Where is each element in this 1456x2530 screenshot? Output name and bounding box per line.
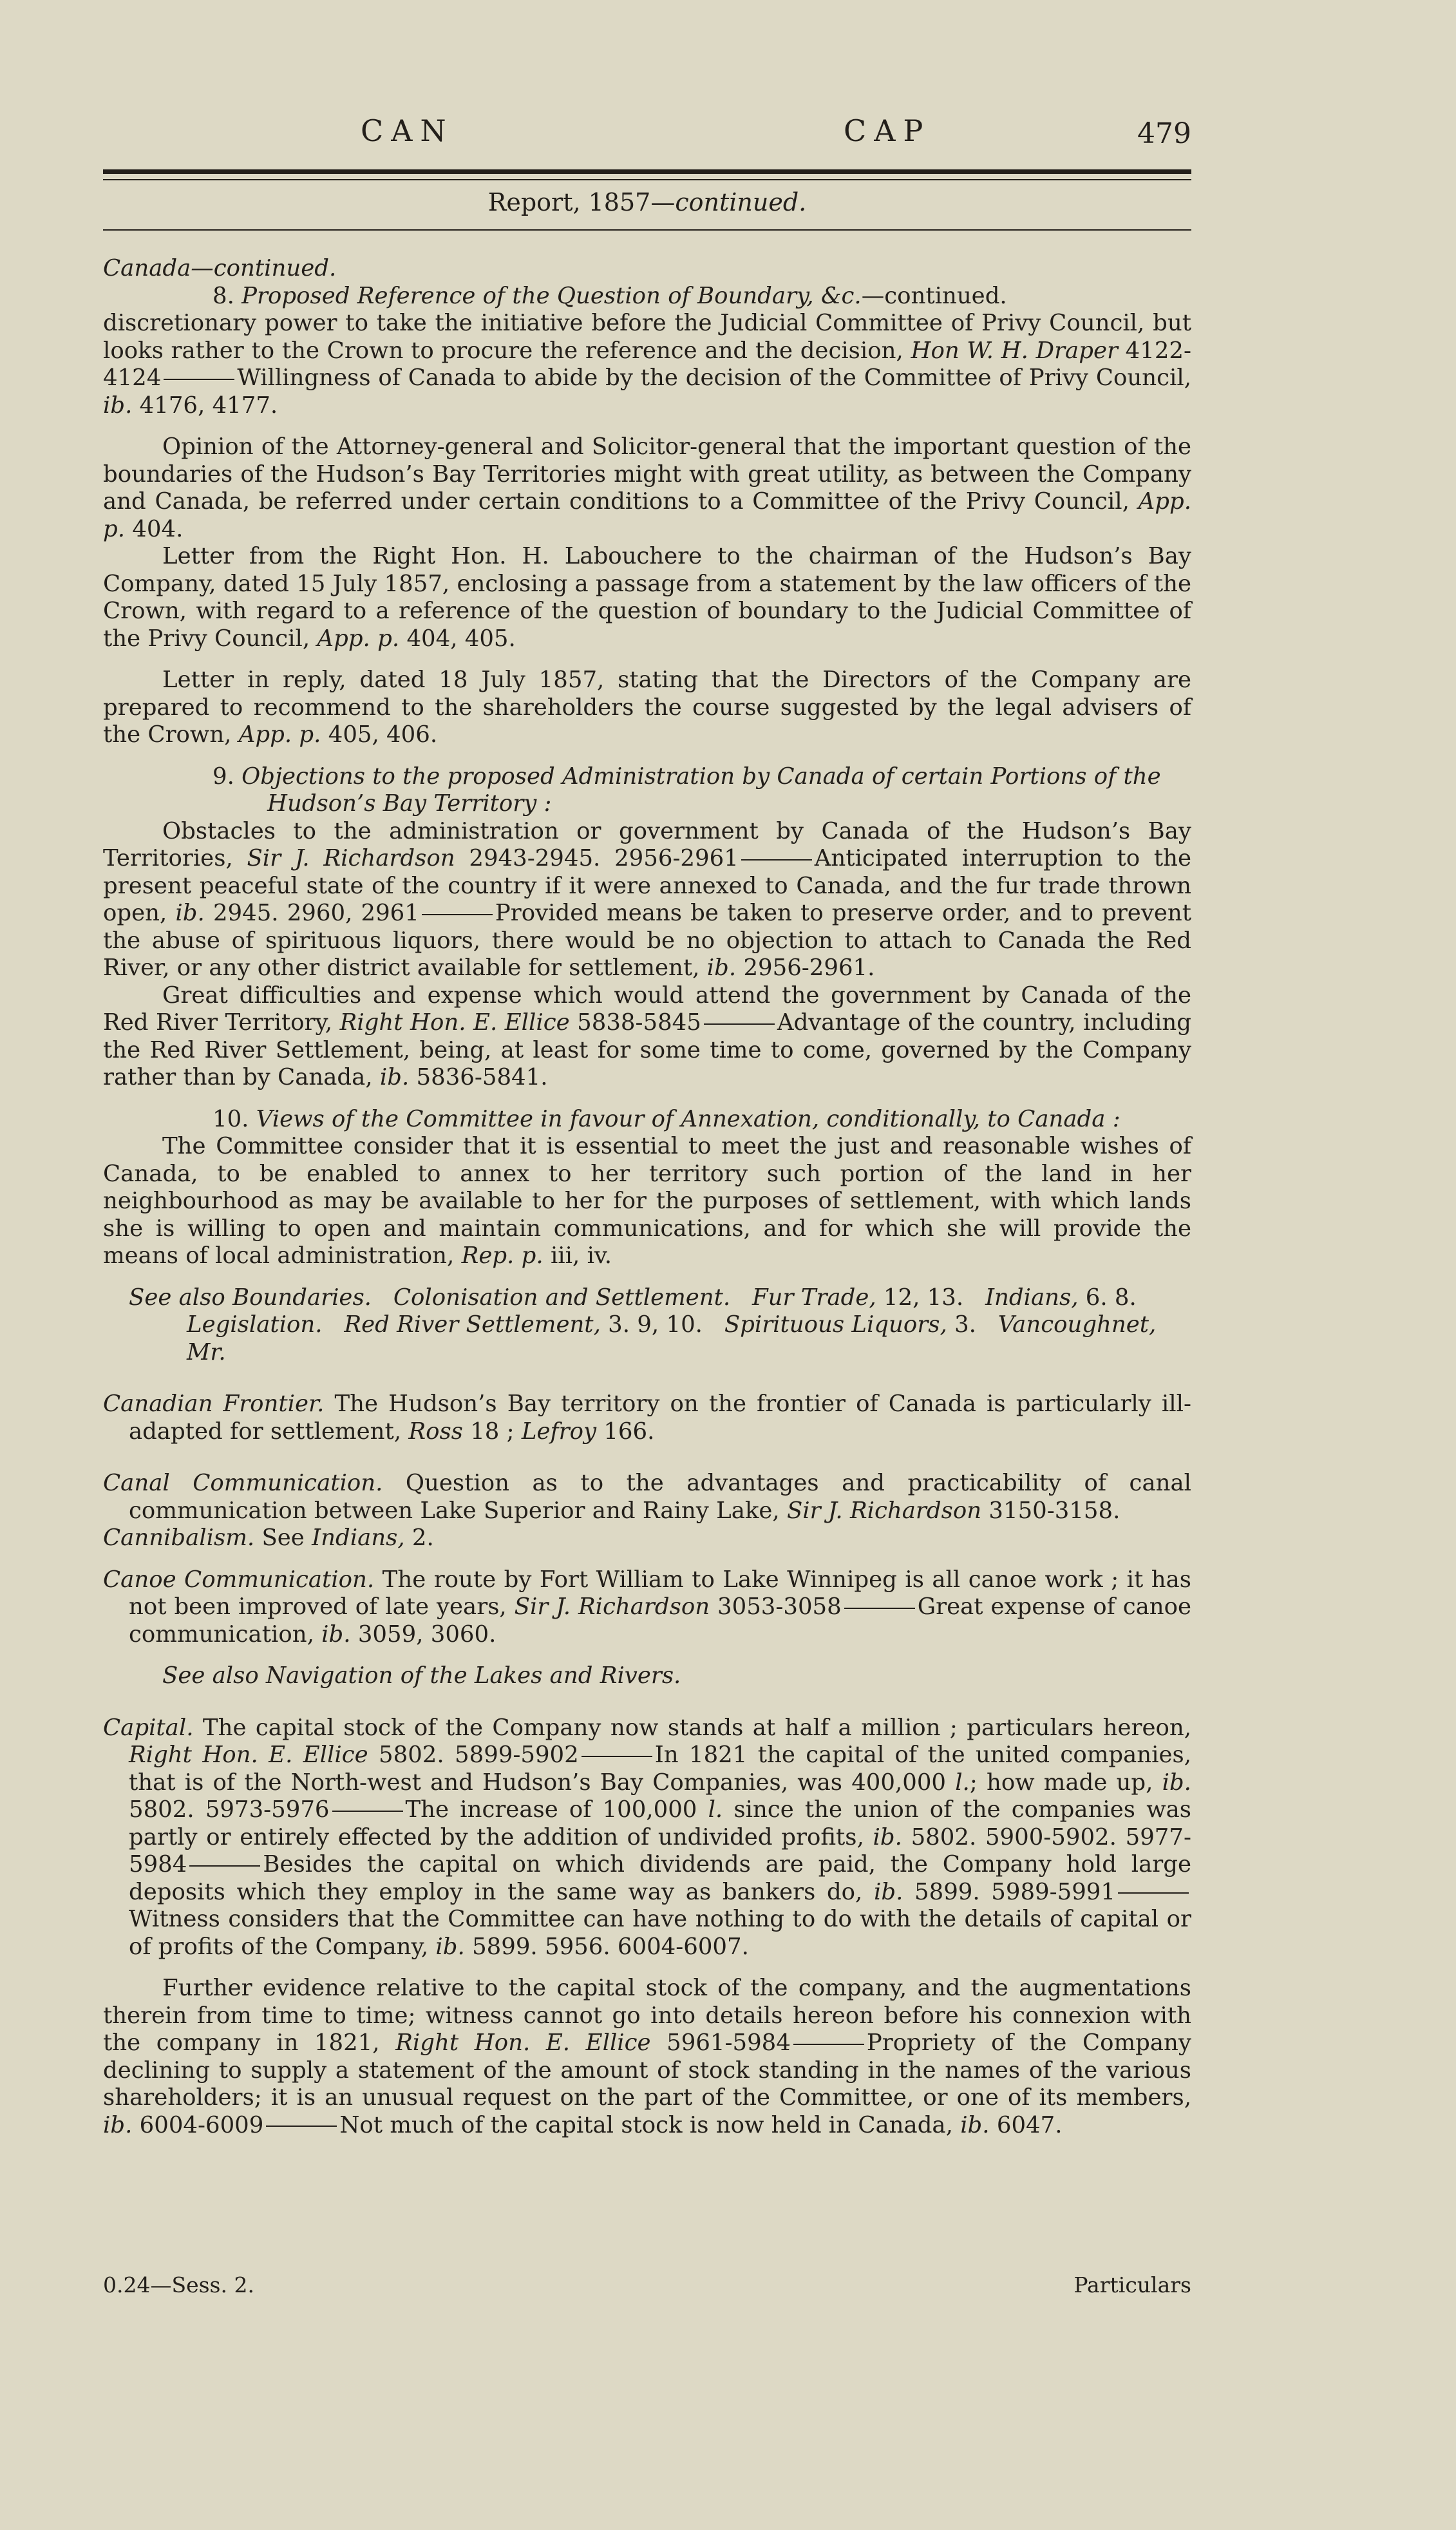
header-center-word: CAP [844,113,931,148]
s10-see-also: See also Boundaries. Colonisation and Settlement. Fur Trade, 12, 13. Indians, 6. 8. Legislation. Red River Settlement, 3. 9, 10. Spirituous Liquors, 3. Vancoughnet, Mr. [129,1284,1157,1365]
canoe-see-also: See also Navigation of the Lakes and Rivers. [162,1662,681,1689]
em-rule [793,2044,864,2045]
em-rule [422,914,493,915]
subheading-rule [103,229,1191,231]
em-rule [581,1756,652,1757]
section-10-heading: 10. Views of the Committee in favour of Annexation, conditionally, to Canada : [213,1105,1120,1132]
em-rule [844,1608,915,1609]
entry-cannibalism: Cannibalism. See Indians, 2. [103,1525,434,1551]
s8-paragraph-4: Letter in reply, dated 18 July 1857, stating that the Directors of the Company are prepared to recommend to the shareholders the course suggested by the legal advisers of the Crown, App. p. 405, 406. [103,667,1191,748]
em-rule [704,1023,775,1025]
entry-capital: Capital. The capital stock of the Company now stands at half a million ; particulars hereon, Right Hon. E. Ellice 5802. 5899-5902 In 1821 the capital of the united companies, that is of the North-west and Hudson’s Bay Companies, was 400,000 l.; how made up, ib. 5802. 5973-5976 The increase of 100,000 l. since the union of the companies was partly or entirely effected by the addition of undivided profits, ib. 5802. 5900-5902. 5977-5984 Besides the capital on which dividends are paid, the Company hold large deposits which they employ in the same way as bankers do, ib. 5899. 5989-5991Witness considers that the Committee can have nothing to do with the details of capital or of profits of the Company, ib. 5899. 5956. 6004-6007. [103,1714,1191,1960]
entry-canal-communication: Canal Communication. Question as to the advantages and practicability of canal communication between Lake Superior and Rainy Lake, Sir J. Richardson 3150-3158. [103,1470,1191,1524]
capital-paragraph-2: Further evidence relative to the capital stock of the company, and the augmentations therein from time to time; witness cannot go into details hereon before his connexion with the company in 1821, Right Hon. E. Ellice 5961-5984 Propriety of the Company declining to supply a statement of the amount of stock standing in the names of the various shareholders; it is an unusual request on the part of the Committee, or one of its members, ib. 6004-6009 Not much of the capital stock is now held in Canada, ib. 6047. [103,1975,1191,2138]
report-subheading [103,188,1191,216]
header-left-word: CAN [361,113,454,148]
em-rule [1118,1892,1189,1894]
canada-heading: Canada—continued. [103,255,337,281]
header-rule-thick [103,169,1191,174]
index-body [103,255,1191,2139]
s8-paragraph-1: discretionary power to take the initiative before the Judicial Committee of Privy Council, but looks rather to the Crown to procure the reference and the decision, Hon W. H. Draper 4122-4124 Willingness of Canada to abide by the decision of the Committee of Privy Council, ib. 4176, 4177. [103,310,1191,419]
section-8-heading: 8. Proposed Reference of the Question of Boundary, &c.—continued. [213,282,1007,309]
sheet-reference: 0.24—Sess. 2. [103,2272,254,2297]
em-rule [266,2126,337,2127]
em-rule [164,379,234,380]
entry-canoe-communication: Canoe Communication. The route by Fort William to Lake Winnipeg is all canoe work ; it has not been improved of late years, Sir J. Richardson 3053-3058 Great expense of canoe communication, ib. 3059, 3060. [103,1566,1191,1648]
report-label: Report, 1857— [487,188,676,216]
s10-paragraph-1: The Committee consider that it is essential to meet the just and reasonable wishes of Canada, to be enabled to annex to her territory such portion of the land in her neighbourhood as may be available to her for the purposes of settlement, with which lands she is willing to open and maintain communications, and for which she will provide the means of local administration, Rep. p. iii, iv. [103,1133,1191,1269]
continued-label: continued. [675,188,807,216]
s8-paragraph-3: Letter from the Right Hon. H. Labouchere to the chairman of the Hudson’s Bay Company, dated 15 July 1857, enclosing a passage from a statement by the law officers of the Crown, with regard to a reference of the question of boundary to the Judicial Committee of the Privy Council, App. p. 404, 405. [103,543,1191,652]
s9-paragraph-2: Great difficulties and expense which would attend the government by Canada of the Red River Territory, Right Hon. E. Ellice 5838-5845 Advantage of the country, including the Red River Settlement, being, at least for some time to come, governed by the Company rather than by Canada, ib. 5836-5841. [103,982,1191,1090]
s8-paragraph-2: Opinion of the Attorney-general and Solicitor-general that the important question of the boundaries of the Hudson’s Bay Territories might with great utility, as between the Company and Canada, be referred under certain conditions to a Committee of the Privy Council, App. p. 404. [103,433,1191,542]
em-rule [189,1865,260,1867]
catchword: Particulars [1073,2272,1191,2297]
header-rule-thin [103,179,1191,180]
em-rule [741,859,812,861]
em-rule [332,1811,403,1812]
s9-paragraph-1: Obstacles to the administration or government by Canada of the Hudson’s Bay Territories, Sir J. Richardson 2943-2945. 2956-2961 Anticipated interruption to the present peaceful state of the country if it were annexed to Canada, and the fur trade thrown open, ib. 2945. 2960, 2961 Provided means be taken to preserve order, and to prevent the abuse of spirituous liquors, there would be no objection to attach to Canada the Red River, or any other district available for settlement, ib. 2956-2961. [103,817,1192,981]
running-header [103,113,1191,158]
entry-canadian-frontier: Canadian Frontier. The Hudson’s Bay territory on the frontier of Canada is particularly ill-adapted for settlement, Ross 18 ; Lefroy 166. [103,1391,1191,1445]
page-number: 479 [1137,117,1191,150]
section-9-heading: 9. Objections to the proposed Administration by Canada of certain Portions of the Hudson’s Bay Territory : [213,763,1161,817]
page-footer [103,2272,1191,2305]
